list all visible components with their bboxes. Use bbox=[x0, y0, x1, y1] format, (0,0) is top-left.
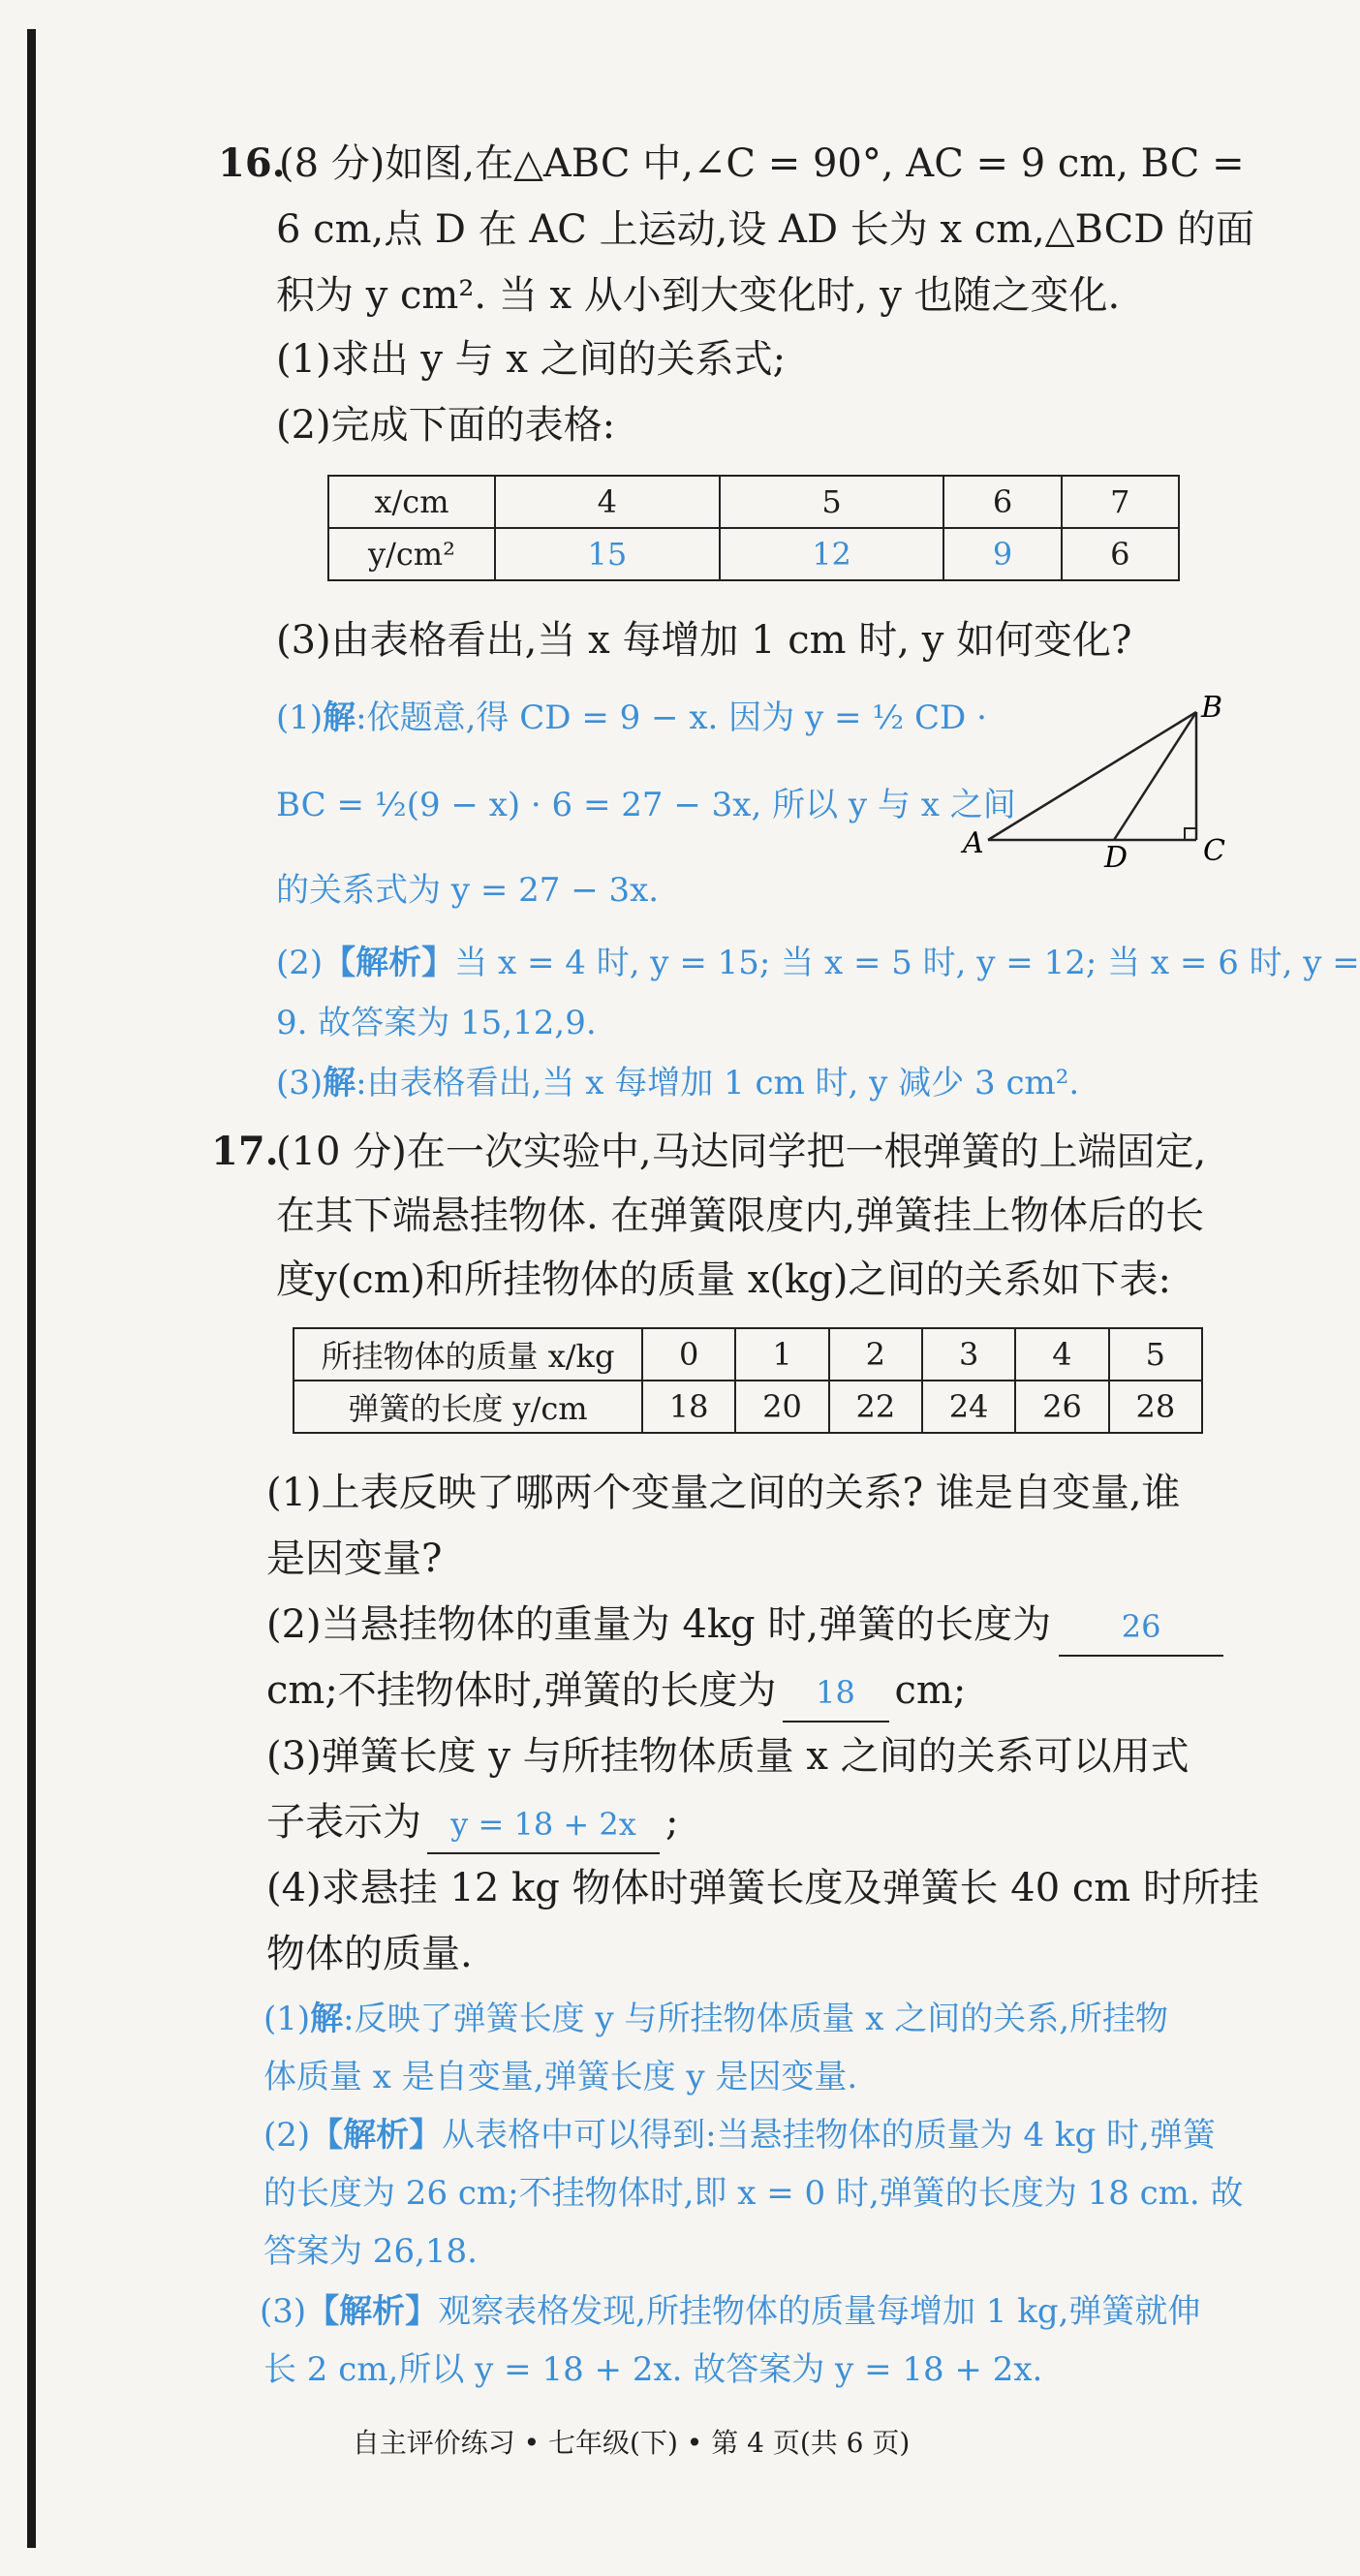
table-cell: 5 bbox=[720, 476, 944, 528]
q17-row1-label: 所挂物体的质量 x/kg bbox=[294, 1328, 642, 1381]
q17-answer1-line2: 体质量 x 是自变量,弹簧长度 y 是因变量. bbox=[263, 2058, 858, 2096]
answer-cell: 9 bbox=[943, 528, 1061, 580]
q17-row2-label: 弹簧的长度 y/cm bbox=[294, 1381, 642, 1433]
table-row bbox=[294, 1381, 1202, 1433]
page-edge bbox=[27, 29, 36, 2548]
q17-answer1-line1: (1)解:反映了弹簧长度 y 与所挂物体质量 x 之间的关系,所挂物 bbox=[263, 2000, 1169, 2038]
answer-blank-3: y = 18 + 2x bbox=[427, 1796, 660, 1854]
table-cell: 28 bbox=[1109, 1381, 1202, 1433]
q17-part1-line2: 是因变量? bbox=[266, 1536, 443, 1581]
table-row bbox=[294, 1328, 1202, 1381]
q17-answer2-line1: (2)【解析】从表格中可以得到:当悬挂物体的质量为 4 kg 时,弹簧 bbox=[263, 2116, 1216, 2155]
label-C: C bbox=[1203, 834, 1225, 868]
q16-answer1-line1: (1)解:依题意,得 CD = 9 − x. 因为 y = ½ CD · bbox=[276, 698, 987, 737]
table-cell: 26 bbox=[1015, 1381, 1108, 1433]
q17-stem-line1: (10 分)在一次实验中,马达同学把一根弹簧的上端固定, bbox=[276, 1130, 1207, 1174]
q16-stem-line1: (8 分)如图,在△ABC 中,∠C = 90°, AC = 9 cm, BC = bbox=[279, 141, 1245, 186]
q16-answer1-line2: BC = ½(9 − x) · 6 = 27 − 3x, 所以 y 与 x 之间 bbox=[276, 786, 1016, 824]
q16-answer2-line2: 9. 故答案为 15,12,9. bbox=[276, 1004, 597, 1042]
q17-answer3-line2: 长 2 cm,所以 y = 18 + 2x. 故答案为 y = 18 + 2x. bbox=[263, 2350, 1043, 2389]
page-footer: 自主评价练习 • 七年级(下) • 第 4 页(共 6 页) bbox=[352, 2427, 911, 2459]
table-cell: 22 bbox=[829, 1381, 922, 1433]
answer-blank-1: 26 bbox=[1059, 1598, 1223, 1657]
question-17-number: 17. bbox=[211, 1129, 279, 1174]
q17-stem-line2: 在其下端悬挂物体. 在弹簧限度内,弹簧挂上物体后的长 bbox=[276, 1194, 1205, 1238]
q16-part3: (3)由表格看出,当 x 每增加 1 cm 时, y 如何变化? bbox=[276, 618, 1132, 663]
q17-part1-line1: (1)上表反映了哪两个变量之间的关系? 谁是自变量,谁 bbox=[266, 1471, 1181, 1515]
q17-stem-line3: 度y(cm)和所挂物体的质量 x(kg)之间的关系如下表: bbox=[276, 1257, 1171, 1302]
q17-part4-line2: 物体的质量. bbox=[266, 1932, 473, 1976]
q17-part4-line1: (4)求悬挂 12 kg 物体时弹簧长度及弹簧长 40 cm 时所挂 bbox=[266, 1866, 1259, 1910]
q16-answer2-line1: (2)【解析】当 x = 4 时, y = 15; 当 x = 5 时, y = 12; 当 x = 6 时, y = bbox=[276, 944, 1360, 982]
q16-answer3-line1: (3)解:由表格看出,当 x 每增加 1 cm 时, y 减少 3 cm². bbox=[276, 1064, 1080, 1102]
table-cell: 20 bbox=[735, 1381, 828, 1433]
label-B: B bbox=[1201, 691, 1223, 725]
table-cell: 18 bbox=[642, 1381, 735, 1433]
table-cell: 2 bbox=[829, 1328, 922, 1381]
q17-table bbox=[293, 1327, 1203, 1434]
label-A: A bbox=[963, 826, 984, 860]
table-cell: 6 bbox=[943, 476, 1061, 528]
table-cell: 0 bbox=[642, 1328, 735, 1381]
q16-answer1-line3: 的关系式为 y = 27 − 3x. bbox=[276, 871, 660, 910]
q17-part3-line2: 子表示为 y = 18 + 2x ; bbox=[266, 1794, 678, 1854]
q17-part2-line1: (2)当悬挂物体的重量为 4kg 时,弹簧的长度为 26 bbox=[266, 1597, 1223, 1657]
table-cell: 1 bbox=[735, 1328, 828, 1381]
q16-stem-line2: 6 cm,点 D 在 AC 上运动,设 AD 长为 x cm,△BCD 的面 bbox=[276, 207, 1255, 252]
q17-part2-line2: cm;不挂物体时,弹簧的长度为 18 cm; bbox=[266, 1662, 966, 1723]
q16-table bbox=[327, 475, 1180, 581]
q17-answer2-line2: 的长度为 26 cm;不挂物体时,即 x = 0 时,弹簧的长度为 18 cm. 故 bbox=[263, 2174, 1244, 2213]
table-cell: 4 bbox=[1015, 1328, 1108, 1381]
table-cell: 7 bbox=[1062, 476, 1179, 528]
q17-part3-line1: (3)弹簧长度 y 与所挂物体质量 x 之间的关系可以用式 bbox=[266, 1734, 1190, 1779]
q17-answer3-line1: (3)【解析】观察表格发现,所挂物体的质量每增加 1 kg,弹簧就伸 bbox=[260, 2292, 1201, 2331]
table-row bbox=[328, 476, 1179, 528]
q16-x-label: x/cm bbox=[328, 476, 495, 528]
table-cell: 4 bbox=[495, 476, 720, 528]
q16-part1: (1)求出 y 与 x 之间的关系式; bbox=[276, 337, 787, 382]
label-D: D bbox=[1104, 841, 1128, 875]
answer-blank-2: 18 bbox=[783, 1664, 889, 1723]
q16-y-label: y/cm² bbox=[328, 528, 495, 580]
triangle-figure bbox=[959, 688, 1240, 875]
table-row bbox=[328, 528, 1179, 580]
table-cell: 6 bbox=[1062, 528, 1179, 580]
q17-answer2-line3: 答案为 26,18. bbox=[263, 2232, 478, 2271]
answer-cell: 12 bbox=[720, 528, 944, 580]
table-cell: 24 bbox=[922, 1381, 1015, 1433]
table-cell: 5 bbox=[1109, 1328, 1202, 1381]
q16-stem-line3: 积为 y cm². 当 x 从小到大变化时, y 也随之变化. bbox=[276, 273, 1121, 318]
question-16-number: 16. bbox=[218, 140, 286, 186]
answer-cell: 15 bbox=[495, 528, 720, 580]
q16-part2: (2)完成下面的表格: bbox=[276, 403, 616, 448]
table-cell: 3 bbox=[922, 1328, 1015, 1381]
